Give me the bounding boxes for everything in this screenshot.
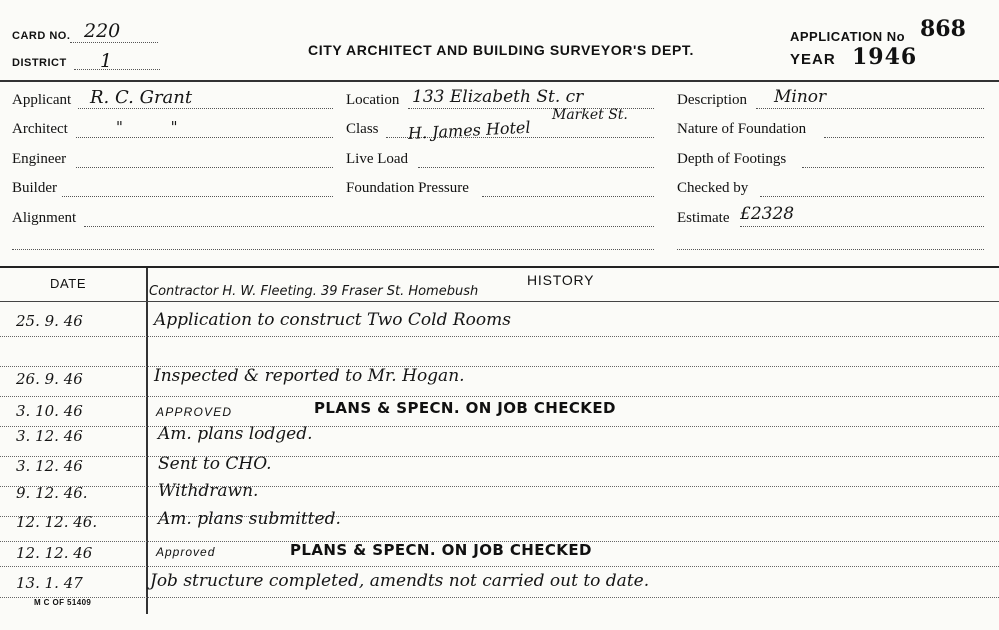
row-rule [0,486,999,487]
department-title: CITY ARCHITECT AND BUILDING SURVEYOR'S DEPT. [308,42,694,58]
nature-of-foundation-label: Nature of Foundation [677,121,807,137]
history-entry: Job structure completed, amendts not carried out to date. [150,571,650,591]
history-date: 26. 9. 46 [16,370,83,388]
nature-of-foundation-line [824,137,984,138]
form-code: M C OF 51409 [34,598,92,607]
application-number: 868 [920,16,966,42]
applicant-line [78,108,333,109]
row-rule [0,516,999,517]
header-divider [0,80,999,82]
alignment-line-2 [12,249,654,250]
architect-value: " " [116,118,178,136]
checked-by-line [760,196,984,197]
history-entry: Am. plans submitted. [158,509,341,529]
row-rule [0,336,999,337]
history-entry: Approved [156,545,216,559]
card-no-label: CARD NO. [12,30,71,42]
live-load-label: Live Load [346,151,409,167]
history-date: 25. 9. 46 [16,312,83,330]
card-no-value: 220 [84,20,121,42]
builder-line [62,196,333,197]
history-entry: APPROVED [156,405,233,419]
row-rule [0,426,999,427]
fields-divider [0,266,999,268]
history-date: 3. 10. 46 [16,402,83,420]
history-entry: Application to construct Two Cold Rooms [154,310,511,330]
estimate-line-2 [677,249,984,250]
alignment-line [84,226,654,227]
history-date: 3. 12. 46 [16,427,83,445]
application-label: APPLICATION No [790,29,906,44]
architect-label: Architect [12,121,68,137]
history-date: 9. 12. 46. [16,484,88,502]
location-value: 133 Elizabeth St. cr [412,87,584,107]
date-header: DATE [50,276,87,291]
location-value-2: Market St. [552,107,628,123]
history-date: 13. 1. 47 [16,574,83,592]
builder-label: Builder [12,180,57,196]
history-header: HISTORY [527,272,595,288]
card-no-line [70,42,158,43]
history-date: 12. 12. 46 [16,544,93,562]
district-value: 1 [100,50,113,72]
applicant-label: Applicant [12,92,72,108]
architect-line [76,137,333,138]
estimate-label: Estimate [677,210,730,226]
checked-by-label: Checked by [677,180,749,196]
year-label: YEAR [790,51,836,68]
depth-of-footings-label: Depth of Footings [677,151,787,167]
year-value: 1946 [852,44,918,70]
row-rule [0,366,999,367]
live-load-line [418,167,654,168]
approval-stamp: PLANS & SPECN. ON JOB CHECKED [314,399,616,417]
estimate-value: £2328 [740,204,795,224]
row-rule [0,456,999,457]
class-value: H. James Hotel [407,117,531,143]
description-line [756,108,984,109]
engineer-line [76,167,333,168]
row-rule [0,597,999,598]
foundation-pressure-label: Foundation Pressure [346,180,469,196]
depth-of-footings-line [802,167,984,168]
description-label: Description [677,92,747,108]
estimate-line [740,226,984,227]
contractor-entry: Contractor H. W. Fleeting. 39 Fraser St. Homebush [149,284,479,299]
location-label: Location [346,92,400,108]
applicant-value: R. C. Grant [90,87,193,108]
history-entry: Withdrawn. [158,481,259,501]
foundation-pressure-line [482,196,654,197]
row-rule [0,566,999,567]
district-line [74,69,160,70]
approval-stamp: PLANS & SPECN. ON JOB CHECKED [290,541,592,559]
history-date: 12. 12. 46. [16,513,98,531]
history-entry: Sent to CHO. [158,454,272,474]
history-entry: Am. plans lodged. [158,424,313,444]
district-label: DISTRICT [12,57,67,69]
history-entry: Inspected & reported to Mr. Hogan. [154,366,465,386]
history-date: 3. 12. 46 [16,457,83,475]
engineer-label: Engineer [12,151,67,167]
description-value: Minor [774,87,827,107]
class-label: Class [346,121,379,137]
history-header-rule [0,301,999,302]
date-column-divider [146,268,148,614]
alignment-label: Alignment [12,210,77,226]
row-rule [0,396,999,397]
